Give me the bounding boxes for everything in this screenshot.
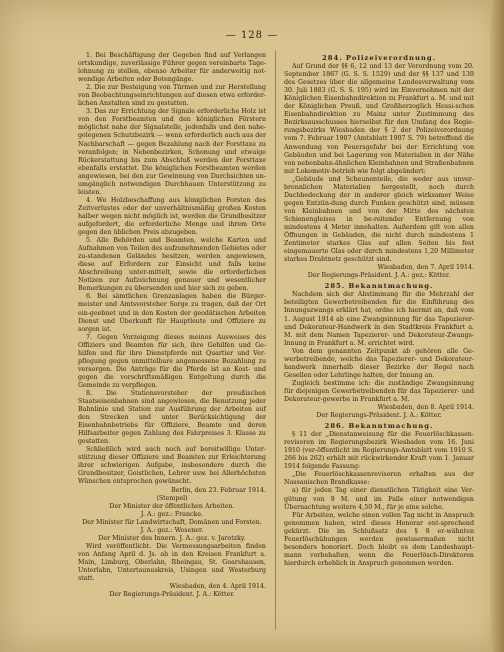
left-paragraph: 5. Alle Behörden und Beamten, welche Karten und Aufnahmen von Teilen des aufzunehmenden Gebietes oder zu-standenen Geländes besitzen, werden angewiesen, diese auf Erfordern zur Einsicht und falls keine Abschreibung unter-mittelt, sowie die erforderlichen Notizen zur Aufzeichnung genauer und wesentlicher Bemerkungen zu übersenden und hier sich zu geben. <box>78 237 266 293</box>
left-paragraph: Schließlich wird auch noch auf bereitwillige Unter-stützung dieser Offiziere und Beamten zur Erleichterung ihrer schwierigen Aufgabe, insbesondere durch die Grundbesitzer, Geistlichen, Lehrer usw. bei Allerhöchsten Wünschen entsprochen gewünscht. <box>78 446 266 486</box>
left-paragraph: Der Minister des Innern. J. A.: gez. v. Jarotzky. <box>98 534 246 542</box>
right-section-heading: 286. Bekanntmachung. <box>324 422 434 431</box>
left-paragraph: Der Minister für Landwirtschaft, Domänen und Forsten. <box>82 518 262 526</box>
right-paragraph: Nachdem sich der Abstimmung für die Mehrzahl der beteiligten Gewerbetreibenden für die Einführung des Innungszwangs erklärt hat, ordne ich hiermit an, daß vom 1. August 1914 ab eine Zwangsinnung für das Tapezierer- und Dekorateur-Handwerk in den Stadtkreis Frankfurt a. M. mit dem Namen Tapezierer- und Dekorateur-Zwangs-Innung in Frankfurt a. M. errichtet wird. <box>284 291 474 347</box>
right-paragraph: a) für jeden Tag einer dienstlichen Tätigkeit eine Ver-gütung von 9 M. und im Falle einer notwendigen Übernachtung weitere 4,50 M., für je eine solche. <box>284 487 474 511</box>
right-paragraph: Der Regierungs-Präsident. J. A.: Kötter. <box>316 412 442 420</box>
left-column <box>78 52 266 599</box>
right-paragraph: Der Regierungs-Präsident. J. A.: gez.: Kötter. <box>307 272 451 280</box>
right-paragraph: Von dem genannten Zeitpunkt ab gehören alle Ge-werbetreibende, welche das Tapezierer- und Dekorateur-handwerk innerhalb dieser Bezirke der Regel nach Gesellen oder Lehrlinge halten, der Innung an. <box>284 347 474 379</box>
right-section-heading: 285. Bekanntmachung. <box>324 282 434 291</box>
right-paragraph: Für Arbeiten, welche einen vollen Tag nicht in Anspruch genommen haben, wird dieses Honorar ent-sprechend gekürzt. Die im Schlußsatz des § 8 er-wähnten Feuerlöschübungen werden gewissermaßen nicht besonders honoriert. Doch bleibt es dem Landeshaupt-mann vorbehalten, wenn die Feuerlösch-Direktoren hierdurch erheblich in Anspruch genommen werden. <box>284 511 474 567</box>
left-paragraph: Der Minister der öffentlichen Arbeiten. <box>109 502 235 510</box>
right-paragraph: Auf Grund der §§ 6, 12 und 13 der Verordnung vom 20. September 1867 (G. S. S. 1529) und der §§ 137 und 139 des Gesetzes über die allgemeine Landesverwaltung vom 30. Juli 1883 (G. S. S. 195) wird im Einvernehmen mit der Königlichen Eisenbahndirektion zu Frankfurt a. M. und mit der Königlichen Preuß. und Großherzoglich Hessi-schen Eisenbahndirektion zu Mainz unter Zustimmung des Bezirksausschusses hierselbst für den Umfang des Regie-rungsbezirks Wiesbaden der § 2 der Polizeiverordnung vom 7. Februar 1907 (Amtsblatt 1907 S. 79) betreffend die Anwendung von Feuersgefahr bei der Errichtung von Gebäuden und bei Lagerung von Materialien in der Nähe von nebenbahn-ähnlichen Kleinbahnen und Straßenbahnen mit Lokomotiv-betrieb wie folgt abgeändert: <box>284 63 474 175</box>
column-divider <box>275 50 276 630</box>
left-paragraph: 3. Das zur Errichtung der Signale erforderliche Holz ist von den Forstbeamten und den königlichen Förstern möglichst nahe der Signalstelle, jedenfalls und den nahe-gelegenen Schutzbezirk — wenn erforderlich auch aus der Nachbarschaft — gegen Bezahlung nach der Forsttaxe zu veranfolgen; in Nebenbezirken, Schonung und etwaige Rückerstattung bis zum Abschluß werden der Forsttaxe ebenfalls erstattet. Die königlichen Forstbeamten werden angewiesen, bei den zur Gewinnung von Durchsichten un-umgänglich notwendigen Durchhauen Unterstützung zu leisten. <box>78 108 266 196</box>
right-paragraph: Wiesbaden, den 8. April 1914. <box>377 404 474 412</box>
right-paragraph: Wiesbaden, den 7. April 1914. <box>377 264 474 272</box>
left-paragraph: 1. Bei Beschäftigung der Gegeben find auf Verlangen ortskundige, zuverlässige Führer gegen vereinbarte Tage-lohnung zu stellen, ebenso Arbeiter für anderweitig not-wendige Arbeiten oder Botengänge. <box>78 52 266 84</box>
right-section-heading: 284. Polizeiverordnung. <box>322 54 436 62</box>
left-paragraph: J. A.: gez.: Wesener. <box>140 526 204 534</box>
left-paragraph: 7. Gegen Vorzeigung dieses meines Ausweises des Offiziers und Beamten für sich, ihre Gehilfen und Ge-hilfen und für ihre Dienstpferde mit Quartier und Ver-pflegung gegen unmittelbare angemessene Bezahlung zu versorgen. Die Anträge für die Pferde ist an Kost- und gegen die vorschriftsmäßigen Entgeltung durch die Gemeinde zu verpflegen. <box>78 333 266 389</box>
left-paragraph: 2. Die zur Besteigung von Türmen und zur Herstellung von Beobachtungseinrichtungen auf diesen etwa erforder-lichen Anstalten sind zu gestatten. <box>78 84 266 108</box>
right-paragraph: „Gebäude und Scheunenteile, die weder aus unver-brennlichen Materialien hergestellt, noch durch Dachbedeckung der in anderer gleich wirksamer Weise gegen Entzün-dung durch Funken geschützt sind, müssen von Kleinbahnen und von der Mitte des nächsten Schienengleises in be-reitender Entfernung von mindestens 4 Meter innehalten. Außerdem gilt von allen Öffnungen in Gebäuden, die nicht durch mindestens 1 Zentimeter starkes Glas auf allen Seiten bis fest eingemauerte Glas oder durch mindestens 1,20 Millimeter starkes Drahtnetz geschützt sind. <box>284 175 474 264</box>
left-paragraph: 6. Bei sämtlichen Grenzanlagen haben die Bürger-meister und Amtsvorsteher Sorge zu tragen, daß der Ort ein-geebnet und in den Kosten der geodätischen Arbeiten Dienst und Überkunft für Hauptleute und Offiziere zu sorgen ist. <box>78 293 266 333</box>
left-paragraph: 8. Die Stationsvorsteher der preußischen Staatseisenbahnen sind angewiesen, die Benutzung jeder Bahnlinie und Station zur Ausführung der Arbeiten auf den Strecken und unter Berücksichtigung der Eisenbahnbetriebs für Offiziere, Beamte und deren Hilfsarbeiter gegen Zahlung des Fahrpreises 3. Klasse zu gestatten. <box>78 389 266 446</box>
left-paragraph: (Stempel) <box>156 494 188 502</box>
left-paragraph: Wiesbaden, den 4. April 1914. <box>169 583 266 591</box>
left-paragraph: Wird veröffentlicht. Die Vermessungsarbeiten finden von Anfang April d. Js. ab in den Kreisen Frankfurt a. Main, Limburg, Oberlahn, Rheingau, St. Goarshausen, Unterlahn, Untertaunuskreis, Usingen und Westerburg statt. <box>78 542 266 583</box>
page-edge <box>490 0 504 652</box>
right-column <box>284 52 474 568</box>
left-paragraph: J. A.: gez.: Francke. <box>140 510 204 518</box>
right-paragraph: „Die Feuerlöschkassenrevisoren erhalten aus der Nassauischen Brandkasse: <box>284 471 474 487</box>
left-paragraph: Der Regierungs-Präsident. J. A.: Kötter. <box>109 591 235 599</box>
right-paragraph: § 11 der „Dienstanweisung für die Feuerlöschkassen-revisoren im Regierungsbezirk Wiesbaden vom 16. Juni 1910 (ver-öffentlicht im Regierungs-Amtsblatt vom 1910 S. 266 bis 262) erhält mit rückwirkender Kraft vom 1. Januar 1914 folgende Fassung: <box>284 431 474 471</box>
left-paragraph: Berlin, den 23. Februar 1914. <box>171 486 266 494</box>
right-paragraph: Zugleich bestimme ich: die zuständige Zwangsinnung für diejenigen Gewerbetreibenden für das Tapezierer- und Dekorateur-gewerbe in Frankfurt a. M. <box>284 379 474 403</box>
left-paragraph: 4. Wo Holzbeschaffung aus königlichen Forsten des Zeitverlustes oder der unverhältnismäßig großen Kosten halber wegen nicht möglich ist, werden die Grundbesitzer aufgefordert, die erforderliche Menge und ihrem Orte gegen den üblichen Preis abzugeben. <box>78 196 266 237</box>
page-number: — 128 — <box>225 30 279 41</box>
